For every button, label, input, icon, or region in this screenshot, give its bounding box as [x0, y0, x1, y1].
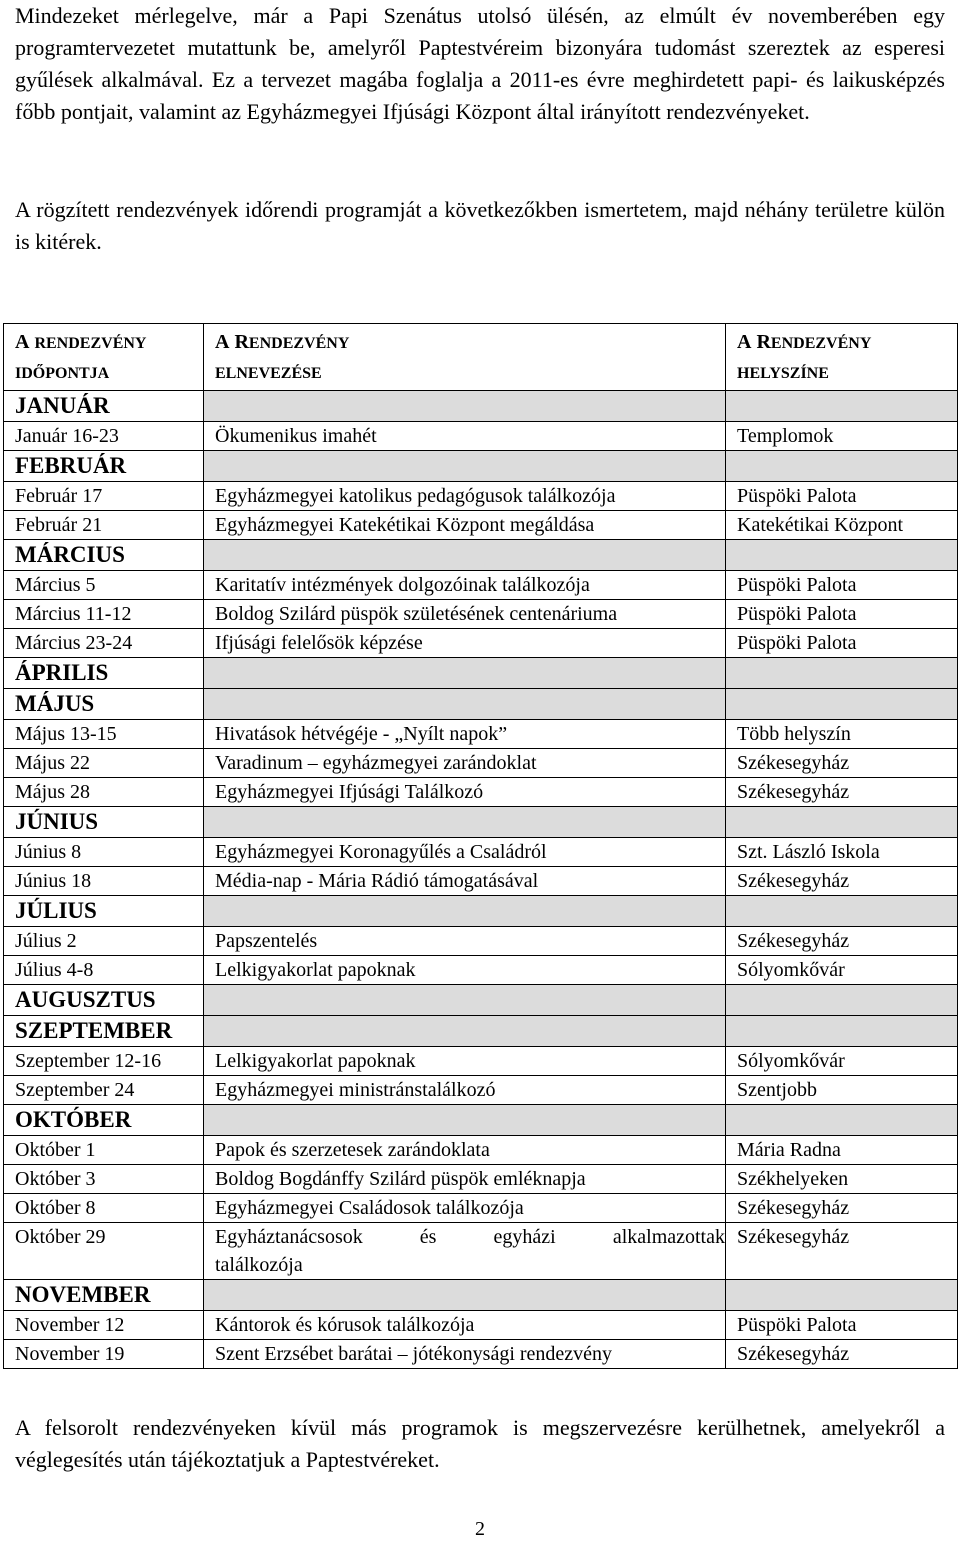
- event-name: Egyházmegyei ministránstalálkozó: [204, 1076, 726, 1105]
- intro-paragraph-1: Mindezeket mérlegelve, már a Papi Szenátus utolsó ülésén, az elmúlt év novemberében egy programtervezetet mutattunk be, amelyről Paptestvéreim bizonyára tudomást szereztek az esperesi gyűlések alkalmával. Ez a tervezet magába foglalja a 2011-es évre meghirdetett papi- és laikusképzés főbb pontjait, valamint az Egyházmegyei Ifjúsági Központ által irányított rendezvényeket.: [15, 3, 945, 124]
- month-spacer-cell: [726, 896, 958, 927]
- table-row: [4, 1311, 958, 1340]
- event-name: Kántorok és kórusok találkozója: [204, 1311, 726, 1340]
- month-spacer-cell: [204, 1105, 726, 1136]
- month-label: FEBRUÁR: [4, 451, 204, 482]
- table-row: [4, 482, 958, 511]
- month-spacer-cell: [726, 540, 958, 571]
- month-spacer-cell: [204, 807, 726, 838]
- event-date: Május 13-15: [4, 720, 204, 749]
- month-row: [4, 658, 958, 689]
- month-row: [4, 1016, 958, 1047]
- event-date: November 12: [4, 1311, 204, 1340]
- month-row: [4, 1105, 958, 1136]
- event-date: Február 17: [4, 482, 204, 511]
- event-date: Október 8: [4, 1194, 204, 1223]
- event-name: [204, 1223, 726, 1280]
- event-date: Március 5: [4, 571, 204, 600]
- event-place: Püspöki Palota: [726, 1311, 958, 1340]
- month-row: [4, 689, 958, 720]
- table-row: [4, 1340, 958, 1369]
- table-row: [4, 867, 958, 896]
- event-date: Október 29: [4, 1223, 204, 1280]
- event-place: Székesegyház: [726, 867, 958, 896]
- month-label: NOVEMBER: [4, 1280, 204, 1311]
- event-place: Püspöki Palota: [726, 482, 958, 511]
- month-spacer-cell: [204, 896, 726, 927]
- event-name-line-2: találkozója: [215, 1254, 303, 1276]
- month-spacer-cell: [204, 658, 726, 689]
- event-date: Március 11-12: [4, 600, 204, 629]
- event-name: Varadinum – egyházmegyei zarándoklat: [204, 749, 726, 778]
- month-spacer-cell: [204, 391, 726, 422]
- month-row: [4, 807, 958, 838]
- event-place: Püspöki Palota: [726, 629, 958, 658]
- event-name: Lelkigyakorlat papoknak: [204, 1047, 726, 1076]
- table-row: [4, 1076, 958, 1105]
- table-row: [4, 1136, 958, 1165]
- month-spacer-cell: [726, 658, 958, 689]
- event-place: Több helyszín: [726, 720, 958, 749]
- event-place: Püspöki Palota: [726, 571, 958, 600]
- event-place: Székesegyház: [726, 749, 958, 778]
- event-name: Ökumenikus imahét: [204, 422, 726, 451]
- month-spacer-cell: [726, 985, 958, 1016]
- event-name: Egyházmegyei Koronagyűlés a Családról: [204, 838, 726, 867]
- month-spacer-cell: [726, 1105, 958, 1136]
- event-date: Január 16-23: [4, 422, 204, 451]
- event-place: Sólyomkővár: [726, 956, 958, 985]
- event-date: Június 18: [4, 867, 204, 896]
- month-label: AUGUSZTUS: [4, 985, 204, 1016]
- month-label: OKTÓBER: [4, 1105, 204, 1136]
- event-date: Március 23-24: [4, 629, 204, 658]
- event-place: Szentjobb: [726, 1076, 958, 1105]
- month-row: [4, 540, 958, 571]
- month-row: [4, 391, 958, 422]
- table-row: [4, 927, 958, 956]
- event-date: Október 1: [4, 1136, 204, 1165]
- event-date: Május 28: [4, 778, 204, 807]
- event-name: Boldog Bogdánffy Szilárd püspök emléknapja: [204, 1165, 726, 1194]
- month-spacer-cell: [204, 1016, 726, 1047]
- table-row: [4, 778, 958, 807]
- event-name: Boldog Szilárd püspök születésének centenáriuma: [204, 600, 726, 629]
- event-place: Székesegyház: [726, 778, 958, 807]
- table-row: [4, 1047, 958, 1076]
- month-label: ÁPRILIS: [4, 658, 204, 689]
- month-spacer-cell: [726, 807, 958, 838]
- event-place: Mária Radna: [726, 1136, 958, 1165]
- month-spacer-cell: [726, 1280, 958, 1311]
- event-date: Június 8: [4, 838, 204, 867]
- event-name: Papszentelés: [204, 927, 726, 956]
- event-place: Sólyomkővár: [726, 1047, 958, 1076]
- event-place: Székesegyház: [726, 1223, 958, 1280]
- month-spacer-cell: [726, 451, 958, 482]
- event-name: Egyházmegyei katolikus pedagógusok találkozója: [204, 482, 726, 511]
- table-row: [4, 571, 958, 600]
- event-name: Papok és szerzetesek zarándoklata: [204, 1136, 726, 1165]
- event-date: Május 22: [4, 749, 204, 778]
- page-number: 2: [475, 1518, 485, 1540]
- month-label: MÁRCIUS: [4, 540, 204, 571]
- event-name: Szent Erzsébet barátai – jótékonysági rendezvény: [204, 1340, 726, 1369]
- intro-paragraph-2: A rögzített rendezvények időrendi programját a következőkben ismertetem, majd néhány területre külön is kitérek.: [15, 197, 945, 254]
- event-name: Egyházmegyei Családosok találkozója: [204, 1194, 726, 1223]
- header-name: A RENDEZVÉNY ELNEVEZÉSE: [204, 324, 726, 391]
- header-date: A RENDEZVÉNY IDŐPONTJA: [4, 324, 204, 391]
- month-spacer-cell: [726, 391, 958, 422]
- header-place: A RENDEZVÉNY HELYSZÍNE: [726, 324, 958, 391]
- table-row: [4, 1165, 958, 1194]
- month-spacer-cell: [204, 1280, 726, 1311]
- event-date: Július 4-8: [4, 956, 204, 985]
- event-date: Július 2: [4, 927, 204, 956]
- table-row: [4, 1194, 958, 1223]
- event-place: Katekétikai Központ: [726, 511, 958, 540]
- closing-paragraph: A felsorolt rendezvényeken kívül más programok is megszervezésre kerülhetnek, amelyekről a véglegesítés után tájékoztatjuk a Paptestvéreket.: [15, 1415, 945, 1472]
- table-body: [4, 391, 958, 1369]
- table-row: [4, 720, 958, 749]
- event-schedule-table: [3, 323, 958, 1369]
- month-spacer-cell: [726, 689, 958, 720]
- event-name: Lelkigyakorlat papoknak: [204, 956, 726, 985]
- month-spacer-cell: [204, 689, 726, 720]
- month-label: JANUÁR: [4, 391, 204, 422]
- month-spacer-cell: [204, 451, 726, 482]
- event-name-line-1: Egyháztanácsosok és egyházi alkalmazottak: [215, 1226, 725, 1248]
- event-name: Egyházmegyei Ifjúsági Találkozó: [204, 778, 726, 807]
- month-row: [4, 896, 958, 927]
- event-place: Templomok: [726, 422, 958, 451]
- event-place: Püspöki Palota: [726, 600, 958, 629]
- month-label: SZEPTEMBER: [4, 1016, 204, 1047]
- event-name: Karitatív intézmények dolgozóinak találkozója: [204, 571, 726, 600]
- event-name: Hivatások hétvégéje - „Nyílt napok”: [204, 720, 726, 749]
- month-row: [4, 1280, 958, 1311]
- table-row: [4, 749, 958, 778]
- event-place: Székhelyeken: [726, 1165, 958, 1194]
- table-row: [4, 956, 958, 985]
- table-row: [4, 600, 958, 629]
- event-name: Ifjúsági felelősök képzése: [204, 629, 726, 658]
- table-row: [4, 1223, 958, 1280]
- event-date: Október 3: [4, 1165, 204, 1194]
- event-date: Szeptember 24: [4, 1076, 204, 1105]
- table-row: [4, 511, 958, 540]
- table-row: [4, 838, 958, 867]
- event-place: Szt. László Iskola: [726, 838, 958, 867]
- event-place: Székesegyház: [726, 927, 958, 956]
- event-date: Szeptember 12-16: [4, 1047, 204, 1076]
- month-spacer-cell: [204, 985, 726, 1016]
- event-name: Egyházmegyei Katekétikai Központ megáldása: [204, 511, 726, 540]
- table-row: [4, 422, 958, 451]
- event-name: Média-nap - Mária Rádió támogatásával: [204, 867, 726, 896]
- month-spacer-cell: [726, 1016, 958, 1047]
- month-row: [4, 985, 958, 1016]
- month-label: JÚNIUS: [4, 807, 204, 838]
- month-row: [4, 451, 958, 482]
- table-row: [4, 629, 958, 658]
- month-label: JÚLIUS: [4, 896, 204, 927]
- table-header-row: [4, 324, 958, 391]
- event-place: Székesegyház: [726, 1340, 958, 1369]
- month-label: MÁJUS: [4, 689, 204, 720]
- month-spacer-cell: [204, 540, 726, 571]
- event-date: November 19: [4, 1340, 204, 1369]
- event-date: Február 21: [4, 511, 204, 540]
- event-place: Székesegyház: [726, 1194, 958, 1223]
